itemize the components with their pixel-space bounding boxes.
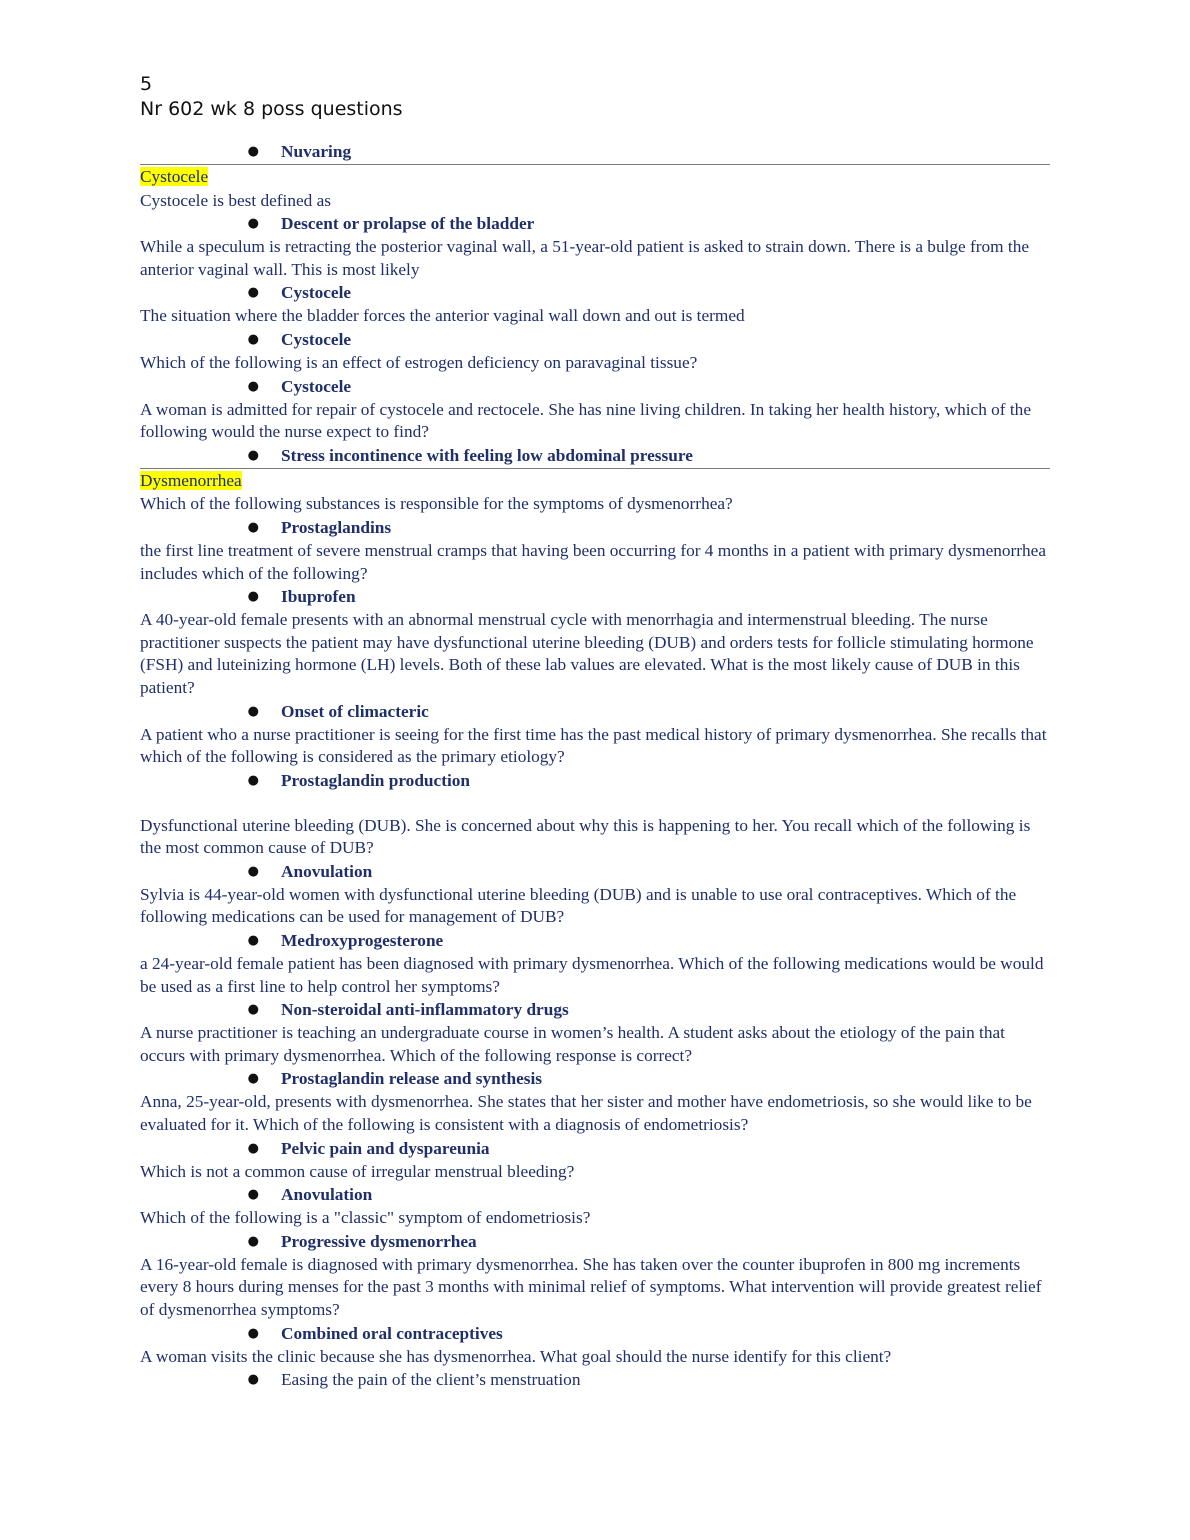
page-number: 5 xyxy=(140,73,153,95)
answer-bullet: ● Ibuprofen xyxy=(140,585,1050,608)
section-divider xyxy=(140,468,1050,469)
section-dysmenorrhea xyxy=(140,468,1050,1391)
question-text: A woman is admitted for repair of cystocele and rectocele. She has nine living children. In taking her health history, which of the following would the nurse expect to find? xyxy=(140,399,1031,442)
question-text: Which is not a common cause of irregular menstrual bleeding? xyxy=(140,1161,575,1181)
answer-bullet: ● Prostaglandins xyxy=(140,516,1050,539)
section-cystocele xyxy=(140,164,1050,467)
bullet-icon: ● xyxy=(247,285,259,301)
section-heading: Cystocele xyxy=(140,167,209,186)
answer-bullet: ● Non-steroidal anti-inflammatory drugs xyxy=(140,998,1050,1021)
answer-bullet: ● Cystocele xyxy=(140,328,1050,351)
question-text: Cystocele is best defined as xyxy=(140,190,332,210)
bullet-icon: ● xyxy=(247,378,259,394)
question-text: While a speculum is retracting the posterior vaginal wall, a 51-year-old patient is asked to strain down. There is a bulge from the anterior vaginal wall. This is most likely xyxy=(140,237,1030,279)
bullet-icon: ● xyxy=(247,863,259,879)
bullet-icon: ● xyxy=(247,1002,259,1018)
question-text: A woman visits the clinic because she has dysmenorrhea. What goal should the nurse identify for this client? xyxy=(140,1346,892,1366)
answer-bullet: ● Stress incontinence with feeling low abdominal pressure xyxy=(140,444,1050,467)
document-title: Nr 602 wk 8 poss questions xyxy=(140,98,403,120)
bullet-icon: ● xyxy=(247,519,259,535)
section-heading: Dysmenorrhea xyxy=(140,470,242,490)
question-text: A 40-year-old female presents with an abnormal menstrual cycle with menorrhagia and intermenstrual bleeding. The nurse practitioner suspects the patient may have dysfunctional uterine bleeding (DUB) and orders tests for follicle stimulating hormone (FSH) and luteinizing hormone (LH) levels. Both of these lab values are elevated. What is the most likely cause of DUB in this patient? xyxy=(140,610,1034,697)
answer-bullet: ● Combined oral contraceptives xyxy=(140,1322,1050,1345)
answer-bullet: ● Cystocele xyxy=(140,375,1050,398)
question-text: A nurse practitioner is teaching an undergraduate course in women’s health. A student asks about the etiology of the pain that occurs with primary dysmenorrhea. Which of the following response is correct? xyxy=(140,1023,1005,1065)
bullet-icon: ● xyxy=(247,1233,259,1249)
answer-bullet: ● Progressive dysmenorrhea xyxy=(140,1230,1050,1253)
document-body xyxy=(140,140,1050,1391)
question-text: Dysfunctional uterine bleeding (DUB). She is concerned about why this is happening to her. You recall which of the following is the most common cause of DUB? xyxy=(140,815,1031,858)
bullet-icon: ● xyxy=(247,144,259,159)
bullet-icon: ● xyxy=(247,772,259,788)
answer-bullet: ● Anovulation xyxy=(140,1183,1050,1206)
answer-bullet: ● Descent or prolapse of the bladder xyxy=(140,212,1050,235)
question-text: the first line treatment of severe menstrual cramps that having been occurring for 4 months in a patient with primary dysmenorrhea includes which of the following? xyxy=(140,540,1047,583)
answer-bullet: ● Cystocele xyxy=(140,281,1050,304)
question-text: A 16-year-old female is diagnosed with primary dysmenorrhea. She has taken over the counter ibuprofen in 800 mg increments every 8 hours during menses for the past 3 months with minimal relief of symptoms. What intervention will provide greatest relief of dysmenorrhea symptoms? xyxy=(140,1254,1042,1319)
bullet-icon: ● xyxy=(247,1372,259,1388)
bullet-icon: ● xyxy=(247,1325,259,1341)
question-text: Which of the following substances is responsible for the symptoms of dysmenorrhea? xyxy=(140,494,733,514)
blank-line xyxy=(140,792,1050,814)
bullet-icon: ● xyxy=(247,1187,259,1203)
answer-bullet: ● Pelvic pain and dyspareunia xyxy=(140,1137,1050,1160)
answer-bullet: ● Prostaglandin production xyxy=(140,769,1050,792)
bullet-icon: ● xyxy=(247,589,259,605)
question-text: Sylvia is 44-year-old women with dysfunctional uterine bleeding (DUB) and is unable to use oral contraceptives. Which of the following medications can be used for management of DUB? xyxy=(140,884,1017,927)
bullet-icon: ● xyxy=(247,216,259,232)
bullet-icon: ● xyxy=(247,933,259,949)
bullet-icon: ● xyxy=(247,331,259,347)
answer-bullet: ● Prostaglandin release and synthesis xyxy=(140,1067,1050,1090)
answer-bullet: ● Onset of climacteric xyxy=(140,700,1050,723)
answer-bullet: ● Easing the pain of the client’s menstruation xyxy=(140,1368,1050,1391)
question-text: a 24-year-old female patient has been diagnosed with primary dysmenorrhea. Which of the following medications would be would be used as a first line to help control her symptoms? xyxy=(140,954,1044,996)
bullet-icon: ● xyxy=(247,1071,259,1087)
page-header xyxy=(140,72,403,122)
bullet-icon: ● xyxy=(247,1140,259,1156)
question-text: Anna, 25-year-old, presents with dysmenorrhea. She states that her sister and mother have endometriosis, so she would like to be evaluated for it. Which of the following is consistent with a diagnosis of endometriosis? xyxy=(140,1092,1032,1135)
answer-bullet: ● Medroxyprogesterone xyxy=(140,929,1050,952)
question-text: Which of the following is an effect of estrogen deficiency on paravaginal tissue? xyxy=(140,352,698,372)
question-text: Which of the following is a "classic" symptom of endometriosis? xyxy=(140,1208,591,1228)
question-text: The situation where the bladder forces the anterior vaginal wall down and out is termed xyxy=(140,306,745,326)
answer-bullet: ● Nuvaring xyxy=(140,140,1050,163)
bullet-icon: ● xyxy=(247,703,259,719)
answer-bullet: ● Anovulation xyxy=(140,860,1050,883)
section-divider xyxy=(140,164,1050,165)
bullet-icon: ● xyxy=(247,447,259,463)
question-text: A patient who a nurse practitioner is seeing for the first time has the past medical history of primary dysmenorrhea. She recalls that which of the following is considered as the primary etiology? xyxy=(140,724,1047,767)
